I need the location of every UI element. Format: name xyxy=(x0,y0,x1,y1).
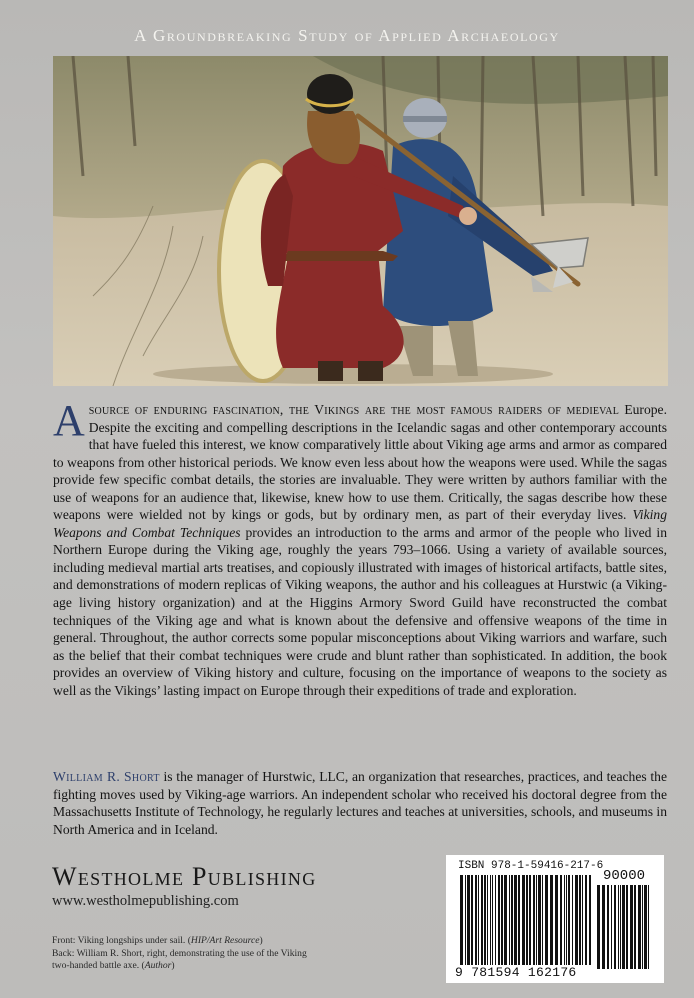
front-credit-source: HIP/Art Resource xyxy=(190,935,260,946)
barcode-addon-bars xyxy=(597,885,649,969)
price-code: 90000 xyxy=(603,868,646,884)
cover-tagline: A Groundbreaking Study of Applied Archaeology xyxy=(134,26,560,45)
combat-photo xyxy=(53,56,668,386)
description-lead: source of enduring fascination, the Vikings are the most famous raiders of medieval xyxy=(88,402,620,417)
drop-cap: A xyxy=(53,396,85,445)
back-credit: Back: William R. Short, right, demonstrating the use of the Viking two-handed battle axe. ( xyxy=(52,947,307,971)
publisher-name: Westholme Publishing xyxy=(52,862,317,891)
publisher-website[interactable]: www.westholmepublishing.com xyxy=(52,893,239,909)
isbn-label: ISBN 978-1-59416-217-6 xyxy=(458,860,604,872)
author-bio xyxy=(53,768,667,838)
cover-photo xyxy=(53,56,668,386)
description-text-2: provides an introduction to the arms and armor of the people who lived in Northern Europe during the Viking age, roughly the years 793–1066. Using a variety of available sources, including medieval martial arts treatises, and copiously illustrated with images of historical artifacts, battle sites, and demonstrations of modern replicas of Viking weapons, the author and his colleagues at Hurstwic (a Viking-age living history organization) and at the Higgins Armory Sword Guild have reconstructed the combat techniques of the Viking age and what is known about the defensive and offensive weapons of the time in general. Throughout, the author corrects some popular misconceptions about Viking warriors and warfare, such as the belief that their combat techniques were crude and blunt rather than sophisticated. In addition, the book provides an overview of Viking history and culture, focusing on the importance of weapons to the society as well as the Vikings’ lasting impact on Europe through their expeditions of trade and exploration. xyxy=(53,524,668,698)
back-credit-close: ) xyxy=(171,960,175,971)
author-name: William R. Short xyxy=(53,769,160,784)
front-credit: Front: Viking longships under sail. ( xyxy=(52,935,191,946)
barcode-bars xyxy=(460,875,592,967)
image-credits xyxy=(52,935,312,973)
book-title-italic: Viking Weapons and Combat Techniques xyxy=(53,507,667,540)
front-credit-close: ) xyxy=(259,935,263,946)
book-description xyxy=(53,396,668,699)
description-text-1: Europe. Despite the exciting and compelling descriptions in the Icelandic sagas and other contemporary accounts that have fueled this interest, we know comparatively little about Viking age arms and armor as compared to weapons from other historical periods. We know even less about how the weapons were used. While the sagas provide few specific combat details, the stories are invaluable. They were written by authors familiar with the use of weapons for an audience that, likewise, knew how to use them. Critically, the sagas describe how these weapons were wielded not by kings or gods, but by ordinary men, as part of their everyday lives. xyxy=(53,402,667,523)
back-credit-source: Author xyxy=(144,960,172,971)
barcode xyxy=(446,855,664,983)
isbn-digits: 9 781594 162176 xyxy=(455,965,595,980)
author-bio-text: is the manager of Hurstwic, LLC, an organization that researches, practices, and teaches the fighting moves used by Viking-age warriors. An independent scholar who received his doctoral degree from the Massachusetts Institute of Technology, he regularly lectures and teaches at universities, schools, and museums in North America and in Iceland. xyxy=(53,769,667,837)
